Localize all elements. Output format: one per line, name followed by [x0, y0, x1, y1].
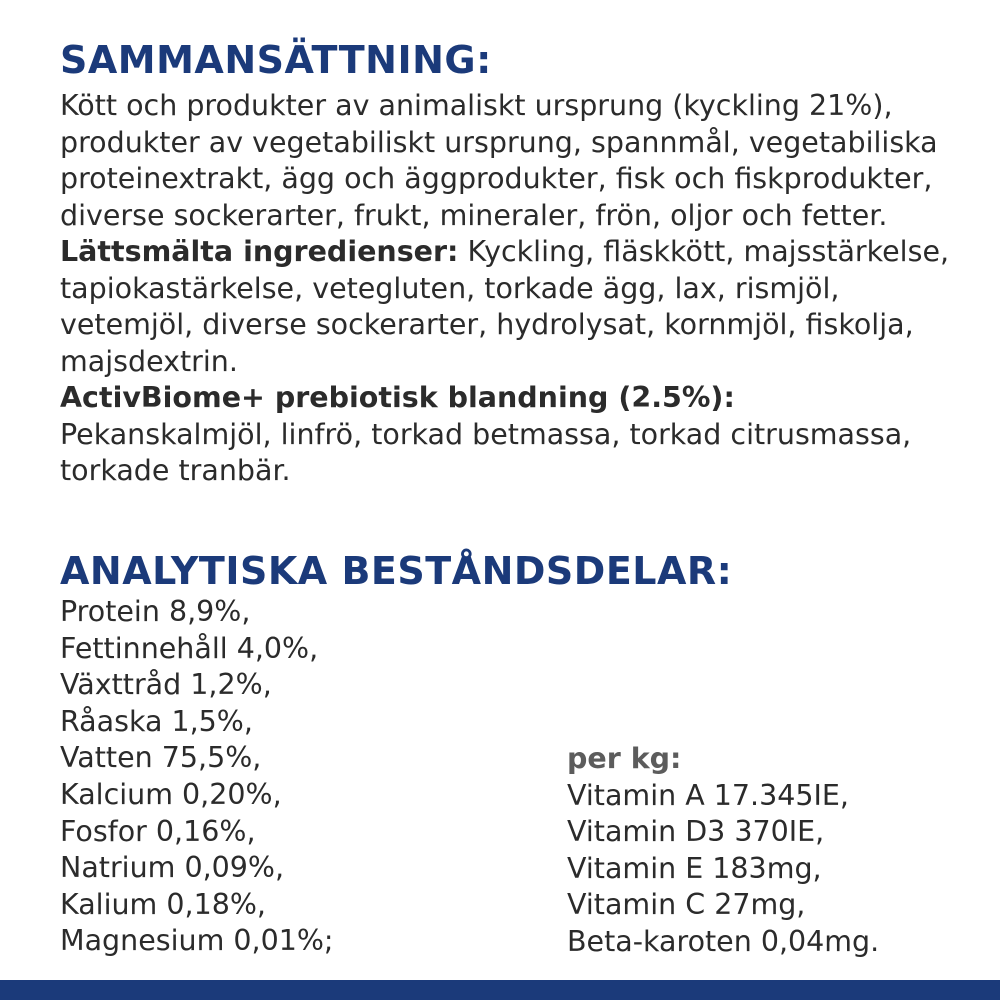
per-kg-section [567, 741, 879, 961]
analytical-item: Fettinnehåll 4,0%, [60, 631, 319, 665]
analytical-item: Magnesium 0,01%; [60, 924, 334, 958]
per-kg-item: Vitamin A 17.345IE, [567, 778, 849, 812]
digestible-ingredients [60, 234, 970, 380]
digestible-text: Kyckling, fläskkött, majsstärkelse, tapiokastärkelse, vetegluten, torkade ägg, lax, rismjöl, vetemjöl, diverse sockerarter, hydrolysat, kornmjöl, fiskolja, majsdextrin. [60, 235, 950, 378]
composition-heading: SAMMANSÄTTNING: [60, 38, 492, 82]
analytical-item: Protein 8,9%, [60, 595, 251, 628]
analytical-heading: ANALYTISKA BESTÅNDSDELAR: [60, 549, 733, 593]
composition-text [60, 88, 970, 490]
analytical-item: Råaska 1,5%, [60, 704, 253, 738]
analytical-item: Fosfor 0,16%, [60, 814, 256, 848]
per-kg-item: Vitamin D3 370IE, [567, 815, 825, 849]
prebiotic-label: ActivBiome+ prebiotisk blandning (2.5%): [60, 381, 735, 414]
analytical-list [60, 594, 334, 960]
per-kg-item: Vitamin C 27mg, [567, 888, 806, 922]
analytical-item: Natrium 0,09%, [60, 851, 285, 885]
per-kg-list [567, 778, 879, 961]
analytical-item: Kalcium 0,20%, [60, 777, 282, 811]
bottom-band [0, 980, 1000, 1000]
analytical-item: Kalium 0,18%, [60, 887, 266, 921]
per-kg-title: per kg: [567, 742, 682, 775]
digestible-label: Lättsmälta ingredienser: [60, 235, 459, 268]
per-kg-item: Beta-karoten 0,04mg. [567, 924, 880, 958]
prebiotic-text: Pekanskalmjöl, linfrö, torkad betmassa, torkad citrusmassa, torkade tranbär. [60, 417, 912, 487]
analytical-item: Vatten 75,5%, [60, 741, 262, 775]
composition-intro: Kött och produkter av animaliskt ursprung (kyckling 21%), produkter av vegetabiliskt ursprung, spannmål, vegetabiliska proteinextrakt, ägg och äggprodukter, fisk och fiskprodukter, diverse sockerarter, frukt, mineraler, frön, oljor och fetter. [60, 89, 938, 232]
analytical-item: Växttråd 1,2%, [60, 668, 272, 702]
per-kg-item: Vitamin E 183mg, [567, 851, 822, 885]
